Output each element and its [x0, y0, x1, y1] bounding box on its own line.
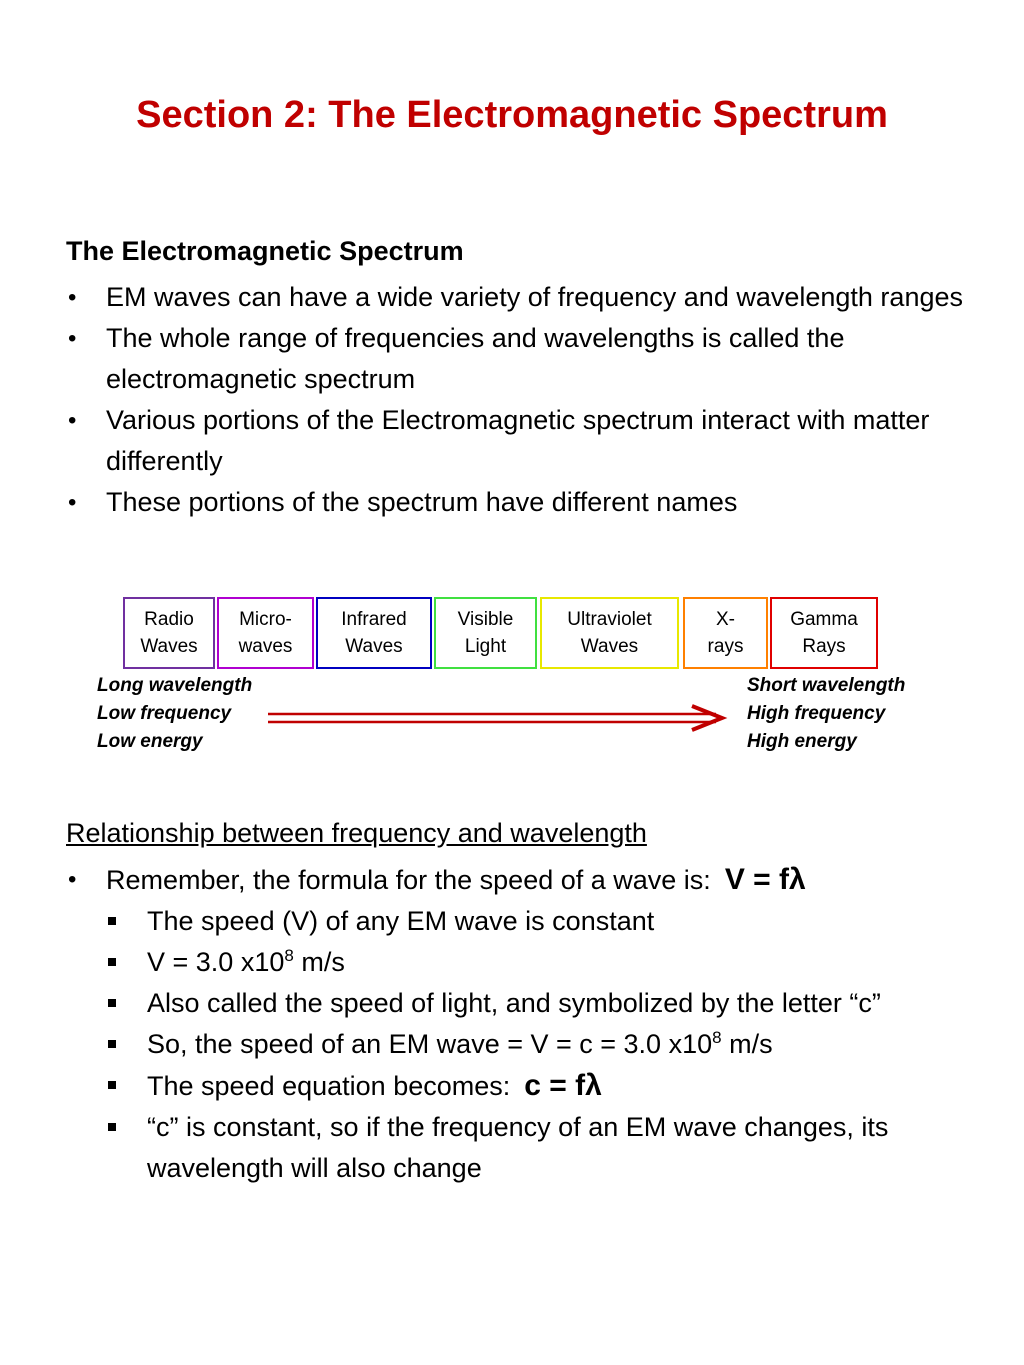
bullet-item: • Various portions of the Electromagnetic spectrum interact with matter differently [66, 400, 966, 482]
band-radio-waves: Radio Waves [123, 597, 215, 669]
bullet-dot-icon: • [68, 325, 77, 352]
short-wavelength-labels [747, 672, 905, 756]
square-bullet-icon [108, 1040, 116, 1048]
band-visible-light: Visible Light [434, 597, 537, 669]
band-infrared-waves: Infrared Waves [316, 597, 432, 669]
square-bullet-icon [108, 1081, 116, 1089]
sub-bullet-item: “c” is constant, so if the frequency of an EM wave changes, its wavelength will also change [106, 1107, 966, 1189]
square-bullet-icon [108, 958, 116, 966]
square-bullet-icon [108, 1123, 116, 1131]
label-high-energy: High energy [747, 731, 857, 752]
band-gamma-rays: Gamma Rays [770, 597, 878, 669]
square-bullet-icon [108, 999, 116, 1007]
band-ultraviolet-waves: Ultraviolet Waves [540, 597, 679, 669]
band-x-rays: X- rays [683, 597, 768, 669]
bullet-dot-icon: • [68, 489, 77, 516]
sub-bullet-item: So, the speed of an EM wave = V = c = 3.0 $x10^8$ m/s [106, 1024, 966, 1065]
band-microwaves: Micro- waves [217, 597, 314, 669]
section-heading-spectrum: The Electromagnetic Spectrum [66, 236, 464, 266]
bullet-item: • Remember, the formula for the speed of a wave is: V = fλ The speed (V) of any EM wave is constant V = 3.0 $x10^8$ m/s Also called the speed of light, and symbolized by the letter “c” So, the speed of an EM wave = V = c = 3.0 $x10^8$ m/s The speed equation becomes: c = fλ “c” is constant, so if the frequency of an EM wave changes, its wavelength will also change [66, 859, 966, 1189]
sub-bullet-item: V = 3.0 $x10^8$ m/s [106, 942, 966, 983]
square-bullet-icon [108, 917, 116, 925]
double-arrow-right-icon [266, 704, 728, 734]
bullet-dot-icon: • [68, 866, 77, 893]
sub-bullet-item: The speed equation becomes: c = fλ [106, 1065, 966, 1107]
section-heading-relationship: Relationship between frequency and wavelength [66, 818, 647, 848]
sub-bullet-list [106, 901, 966, 1189]
label-low-frequency: Low frequency [97, 703, 232, 724]
page-title: Section 2: The Electromagnetic Spectrum [136, 94, 888, 136]
bullet-dot-icon: • [68, 407, 77, 434]
bullet-item: • EM waves can have a wide variety of frequency and wavelength ranges [66, 277, 966, 318]
label-short-wavelength: Short wavelength [747, 675, 906, 696]
label-low-energy: Low energy [97, 731, 203, 752]
bullet-item: • These portions of the spectrum have different names [66, 482, 966, 523]
bullet-dot-icon: • [68, 284, 77, 311]
wave-speed-formula: V = fλ [724, 863, 806, 896]
light-speed-formula: c = fλ [524, 1069, 602, 1102]
label-long-wavelength: Long wavelength [97, 675, 253, 696]
bullet-item: • The whole range of frequencies and wavelengths is called the electromagnetic spectrum [66, 318, 966, 400]
sub-bullet-item: Also called the speed of light, and symbolized by the letter “c” [106, 983, 966, 1024]
em-spectrum-bands [0, 597, 1024, 673]
sub-bullet-item: The speed (V) of any EM wave is constant [106, 901, 966, 942]
relationship-bullet-list [66, 859, 966, 1189]
long-wavelength-labels [97, 672, 252, 756]
spectrum-bullet-list [66, 277, 966, 523]
label-high-frequency: High frequency [747, 703, 886, 724]
